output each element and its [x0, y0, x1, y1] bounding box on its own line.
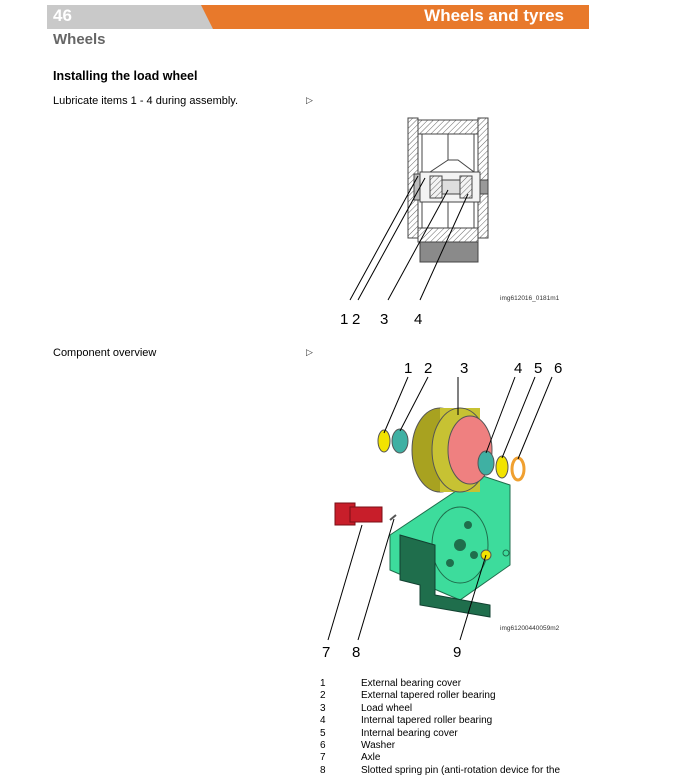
legend-row	[320, 728, 620, 740]
external-bearing-cover-drawing	[378, 430, 390, 452]
callout-6: 6	[554, 360, 563, 377]
legend-label: Slotted spring pin (anti-rotation device for the	[361, 764, 560, 776]
legend-number: 3	[320, 702, 326, 714]
legend-row	[320, 752, 620, 764]
callout-7: 7	[322, 644, 331, 661]
legend-number: 7	[320, 752, 326, 764]
legend-label: Washer	[361, 740, 396, 752]
callout-3: 3	[380, 311, 389, 328]
figure-image-id: img612016_0181m1	[500, 295, 560, 302]
axle-drawing	[335, 503, 382, 525]
external-bearing-drawing	[392, 429, 408, 453]
callout-8: 8	[352, 644, 361, 661]
washer-drawing	[512, 458, 524, 480]
legend-number: 2	[320, 690, 326, 702]
callout-5: 5	[534, 360, 543, 377]
legend-row	[320, 715, 620, 727]
legend-row	[320, 765, 620, 777]
callout-1: 1	[340, 311, 349, 328]
housing-drawing	[390, 475, 510, 617]
internal-bearing-cover-drawing	[496, 456, 508, 478]
step-text-lubricate: Lubricate items 1 - 4 during assembly.	[53, 95, 239, 107]
step-text-overview: Component overview	[53, 347, 157, 359]
figure-cross-section	[330, 110, 580, 335]
legend-label: Internal bearing cover	[361, 727, 458, 739]
internal-bearing-drawing	[478, 451, 494, 475]
legend-number: 6	[320, 740, 326, 752]
figure-image-id: img61200440059m2	[500, 625, 560, 632]
callout-3: 3	[460, 360, 469, 377]
legend-number: 1	[320, 678, 326, 689]
legend-label: Load wheel	[361, 702, 413, 714]
legend-number: 5	[320, 727, 326, 739]
step-arrow-icon: ▷	[306, 95, 313, 105]
legend-label: External bearing cover	[361, 678, 462, 689]
legend-label: Axle	[361, 752, 381, 764]
legend-row	[320, 690, 620, 702]
section-heading: Installing the load wheel	[53, 69, 198, 83]
chapter-title: Wheels and tyres	[424, 6, 564, 25]
callout-9: 9	[453, 644, 462, 661]
callout-2: 2	[352, 311, 361, 328]
legend-row	[320, 740, 620, 752]
step-arrow-icon: ▷	[306, 347, 313, 357]
callout-2: 2	[424, 360, 433, 377]
section-label: Wheels	[53, 31, 106, 48]
figure-exploded-view	[310, 355, 580, 665]
legend-row	[320, 703, 620, 715]
legend-row	[320, 678, 620, 690]
legend-label: Internal tapered roller bearing	[361, 715, 493, 727]
page-number: 46	[53, 6, 72, 25]
load-wheel-drawing	[412, 408, 492, 492]
callout-1: 1	[404, 360, 413, 377]
legend-number: 4	[320, 715, 326, 727]
callout-4: 4	[414, 311, 423, 328]
callout-4: 4	[514, 360, 523, 377]
legend-number: 8	[320, 764, 326, 776]
spring-pin-drawing	[390, 515, 396, 520]
component-legend	[320, 678, 620, 777]
legend-label: External tapered roller bearing	[361, 690, 496, 702]
